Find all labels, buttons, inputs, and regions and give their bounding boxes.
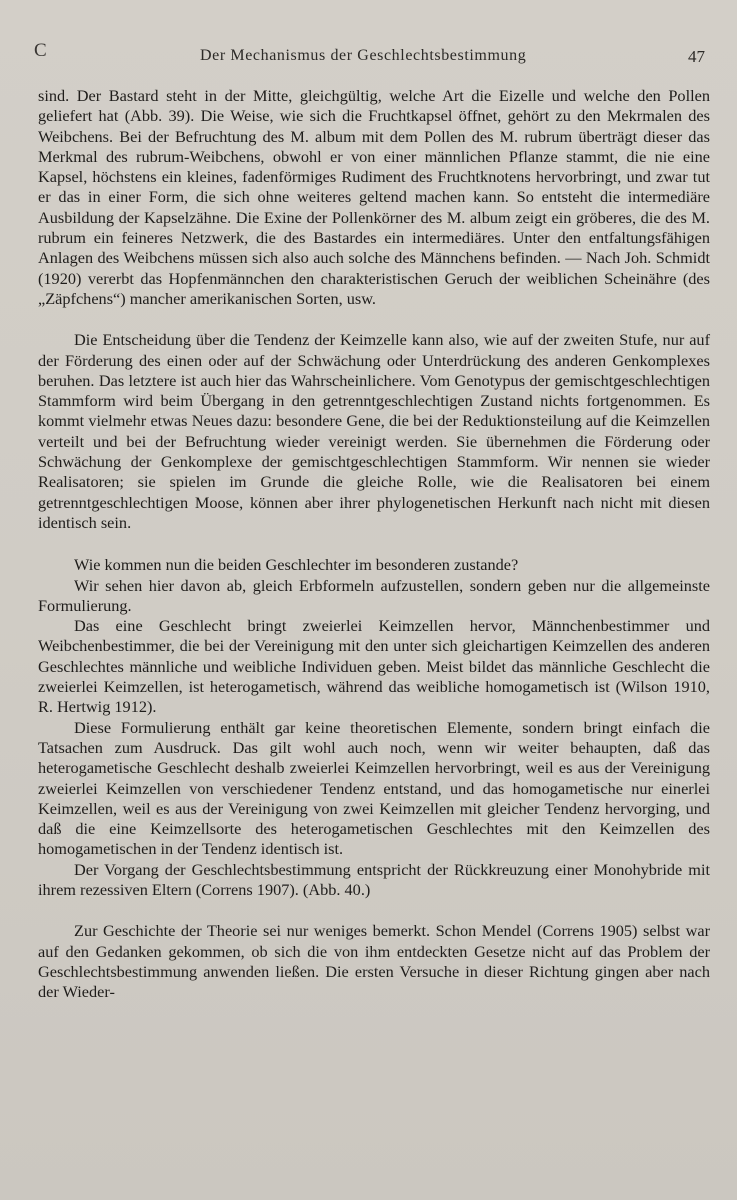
body-text	[38, 86, 710, 1002]
paragraph-7: Der Vorgang der Geschlechtsbestimmung entspricht der Rückkreuzung einer Monohybride mit ihrem rezessiven Eltern (Correns 1907). (Abb. 40.)	[38, 859, 710, 899]
paragraph-2: Die Entscheidung über die Tendenz der Keimzelle kann also, wie auf der zweiten Stufe, nur auf der Förderung des einen oder auf der Schwächung oder Unterdrückung des anderen Genkomplexes beruhen. Das letztere ist auch hier das Wahrscheinlichere. Vom Genotypus der gemischtgeschlechtigen Stammform wird beim Übergang in den getrenntgeschlechtigen Zustand nichts fortgenommen. Es kommt vielmehr etwas Neues dazu: besondere Gene, die bei der Reduktionsteilung auf die Keimzellen verteilt und bei der Befruchtung wieder vereinigt werden. Sie übernehmen die Förderung oder Schwächung der Genkomplexe der gemischtgeschlechtigen Stammform. Wir nennen sie wieder Realisatoren; sie spielen im Grunde die gleiche Rolle, wie die Realisatoren bei einem getrenntgeschlechtigen Moose, können aber ihrer phylogenetischen Herkunft nach nicht mit diesen identisch sein.	[38, 330, 710, 532]
paragraph-6: Diese Formulierung enthält gar keine theoretischen Elemente, sondern bringt einfach die Tatsachen zum Ausdruck. Das gilt wohl auch noch, wenn wir weiter behaupten, daß das heterogametische Geschlecht deshalb zweierlei Keimzellen hervorbringt, weil es aus der Vereinigung zweierlei Keimzellen von verschiedener Tendenz entstand, und das homogametische nur einerlei Keimzellen, weil es aus der Vereinigung von zwei Keimzellen mit gleicher Tendenz hervorging, und daß die eine Keimzellsorte des heterogametischen Geschlechtes mit den Keimzellen des homogametischen in der Tendenz identisch ist.	[38, 717, 710, 859]
paragraph-1: sind. Der Bastard steht in der Mitte, gleichgültig, welche Art die Eizelle und welche den Pollen geliefert hat (Abb. 39). Die Weise, wie sich die Fruchtkapsel öffnet, gehört zu den Mekrmalen des Weibchens. Bei der Befruchtung des M. album mit dem Pollen des M. rubrum überträgt dieser das Merkmal des rubrum-Weibchens, obwohl er von einer männlichen Pflanze stammt, die nie eine Kapsel, höchstens ein kleines, fadenförmiges Rudiment des Fruchtknotens hervorbringt, und zwar tut er das in einer Form, die sich ohne weiteres geltend machen kann. So entsteht die intermediäre Ausbildung der Kapselzähne. Die Exine der Pollenkörner des M. album zeigt ein gröberes, die des M. rubrum ein feineres Netzwerk, die des Bastardes ein intermediäres. Unter den entfaltungsfähigen Anlagen des Weibchens müssen sich also auch solche des Männchens befinden. — Nach Joh. Schmidt (1920) vererbt das Hopfenmännchen den charakteristischen Geruch der weiblichen Scheinähre (des „Zäpfchens“) mancher amerikanischen Sorten, usw.	[38, 86, 710, 308]
paragraph-3: Wie kommen nun die beiden Geschlechter im besonderen zustande?	[74, 555, 519, 575]
paragraph-5: Das eine Geschlecht bringt zweierlei Keimzellen hervor, Männchenbestimmer und Weibchenbestimmer, die bei der Vereinigung mit den unter sich gleichartigen Keimzellen des anderen Geschlechtes männliche und weibliche Individuen geben. Meist bildet das männliche Geschlecht die zweierlei Keimzellen, ist heterogametisch, während das weibliche homogametisch ist (Wilson 1910, R. Hertwig 1912).	[38, 616, 710, 717]
page-number: 47	[688, 47, 705, 66]
paragraph-8: Zur Geschichte der Theorie sei nur weniges bemerkt. Schon Mendel (Correns 1905) selbst war auf den Gedanken gekommen, ob sich die von ihm entdeckten Gesetze nicht auf das Problem der Geschlechtsbestimmung anwenden ließen. Die ersten Versuche in dieser Richtung gingen aber nach der Wieder-	[38, 921, 710, 1002]
corner-mark: C	[34, 40, 47, 61]
running-head: Der Mechanismus der Geschlechtsbestimmung	[200, 47, 527, 64]
paragraph-4: Wir sehen hier davon ab, gleich Erbformeln aufzustellen, sondern geben nur die allgemeinste Formulierung.	[38, 575, 710, 615]
